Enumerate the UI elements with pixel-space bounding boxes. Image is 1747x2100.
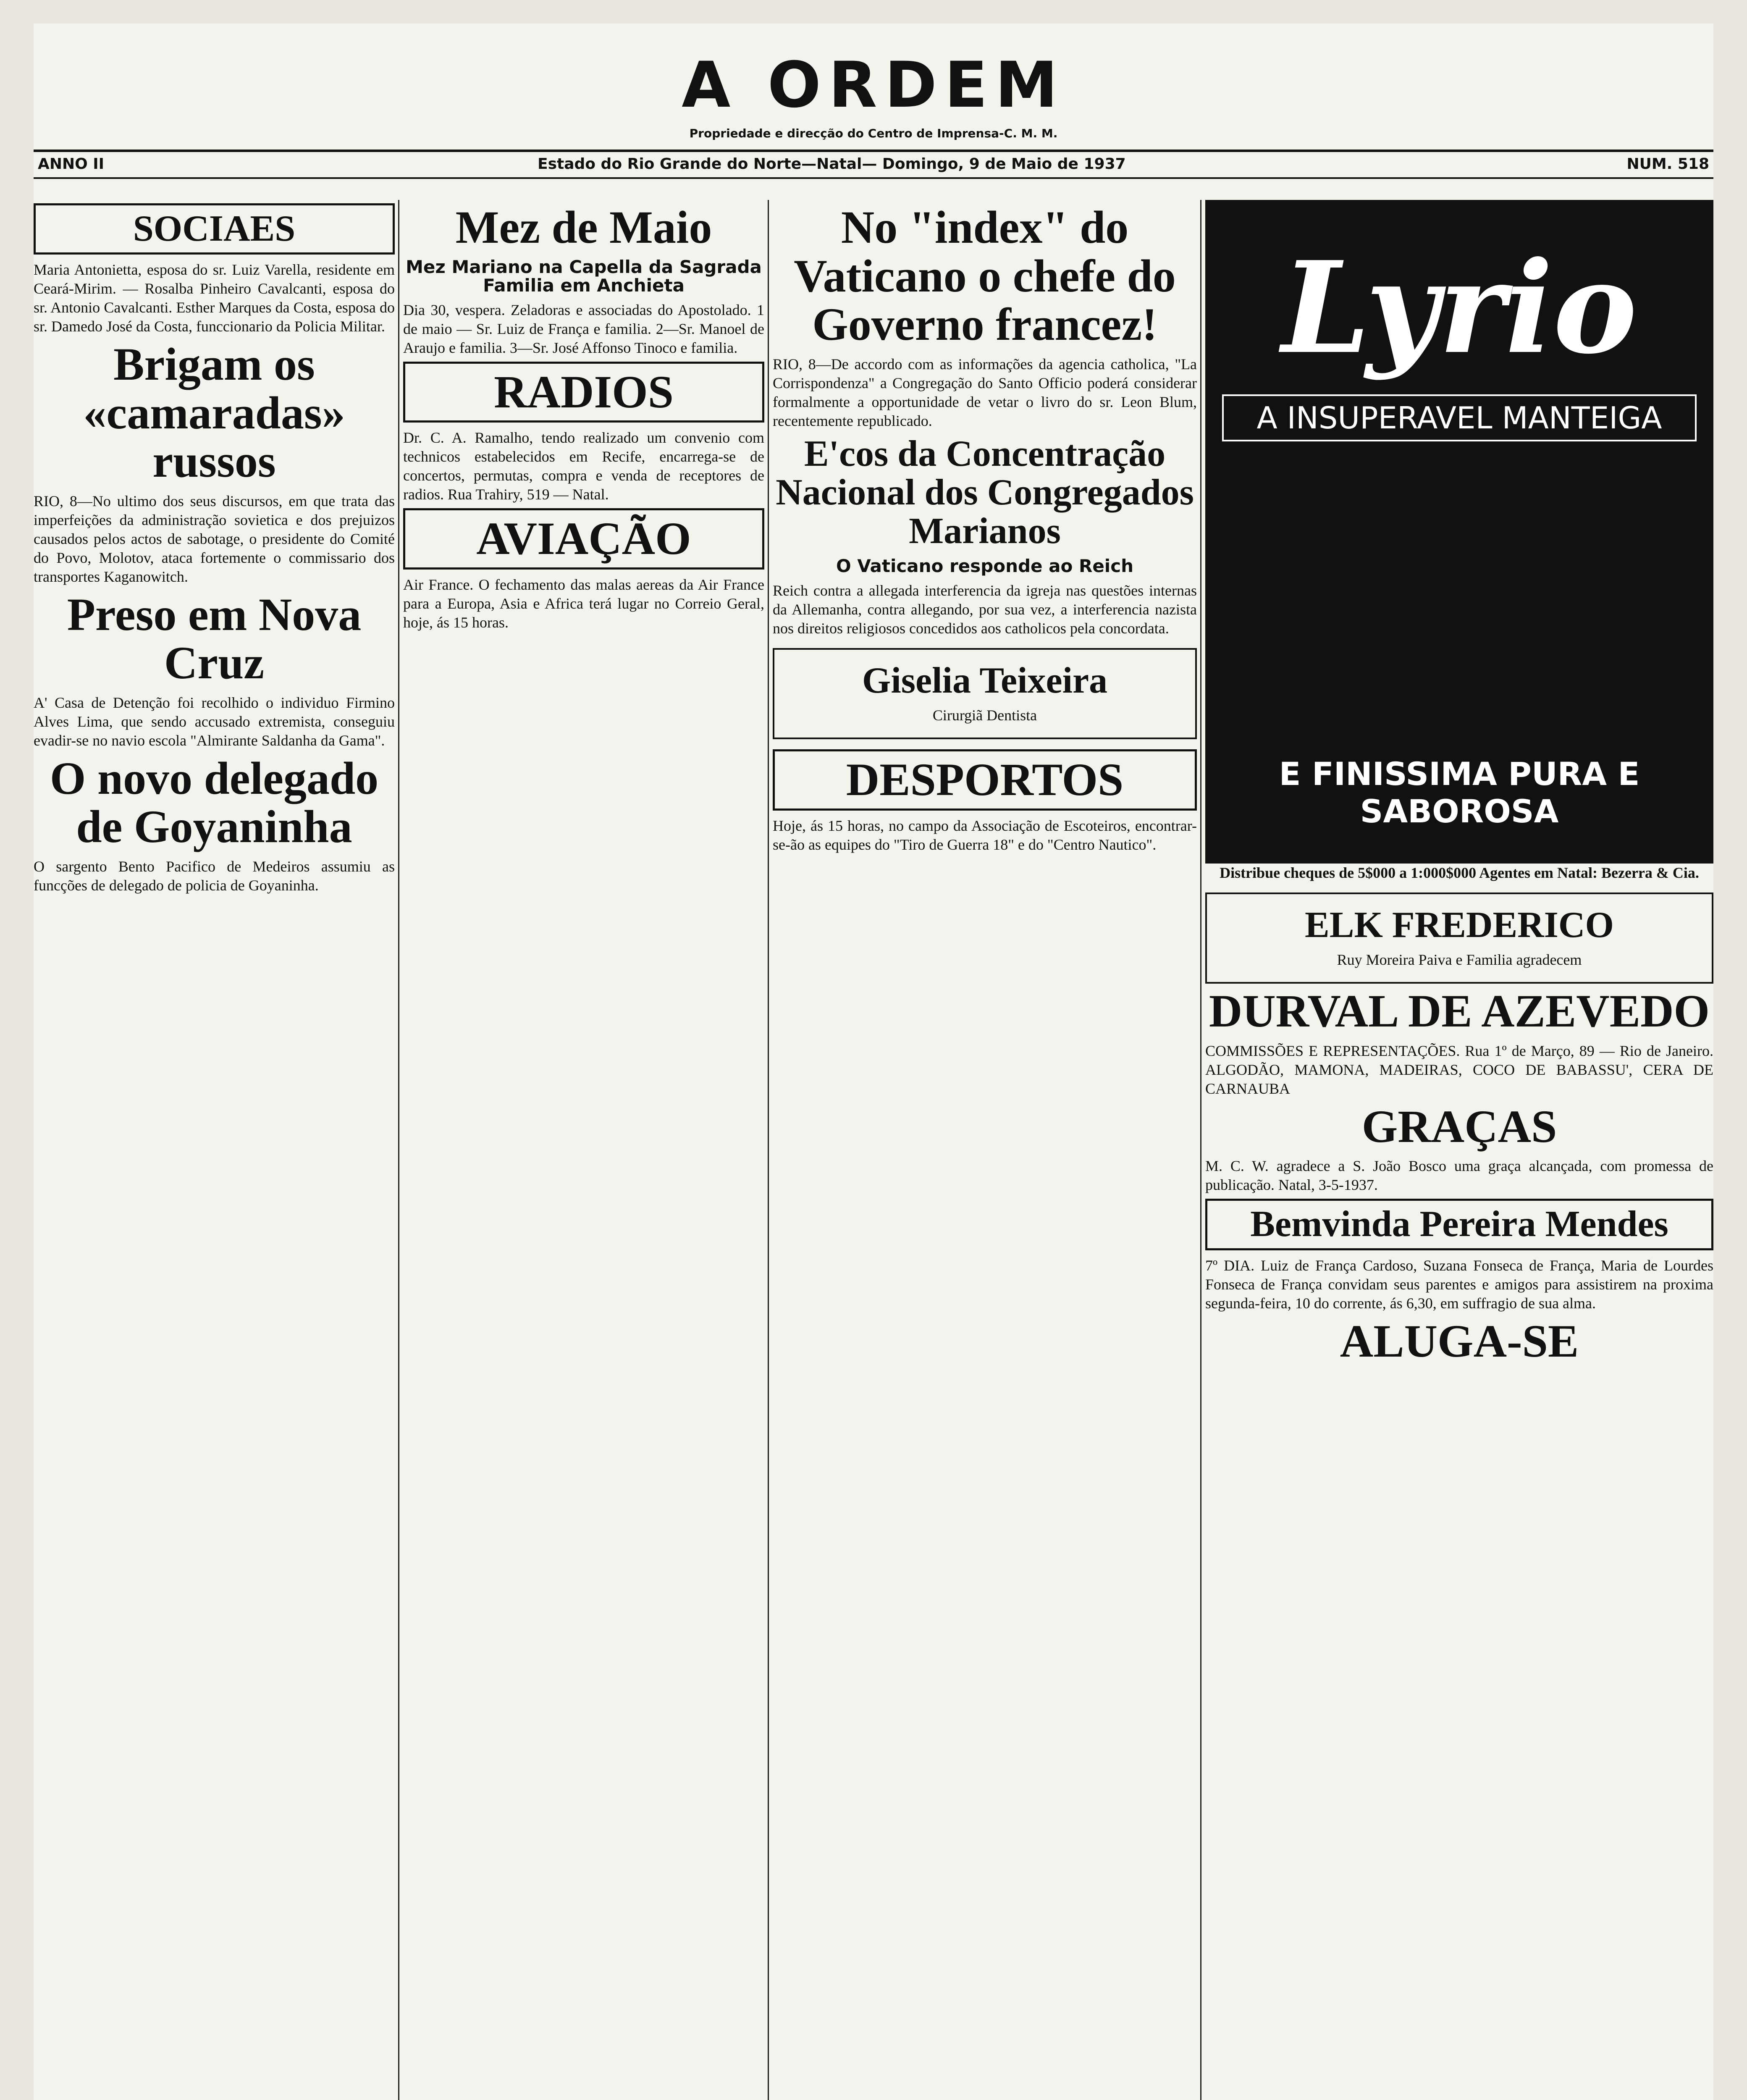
aluga-heading: ALUGA-SE [1340, 1315, 1579, 1367]
elk-ad [1205, 892, 1713, 984]
giselia-role: Cirurgiã Dentista [932, 707, 1037, 724]
sociaes-text: Maria Antonietta, esposa do sr. Luiz Varella, residente em Ceará-Mirim. — Rosalba Pinheiro Cavalcanti, esposa do sr. Antonio Cavalcanti. Esther Marques da Costa, esposa do sr. Damedo José da Costa, funccionario da Policia Militar. [34, 261, 395, 335]
masthead-subtitle: Propriedade e direcção do Centro de Imprensa-C. M. M. [689, 126, 1058, 140]
column-rule [398, 200, 399, 2100]
aviacao-heading: AVIAÇÃO [403, 508, 764, 570]
index-text: RIO, 8—De accordo com as informações da agencia catholica, "La Corrispondenza" a Congregação do Santo Officio poderá considerar formalmente a opportunidade de vetar o livro do sr. Leon Blum, recentemente republicado. [773, 355, 1197, 429]
vaticano-text: Reich contra a allegada interferencia da igreja nas questões internas da Allemanha, contra allegando, por sua vez, a interferencia nazista nos direitos religiosos concedidos aos catholicos pela concordata. [773, 582, 1197, 637]
radios-heading: RADIOS [403, 362, 764, 423]
ecos-heading: E'cos da Concentração Nacional dos Congregados Marianos [776, 433, 1194, 552]
column-3 [773, 200, 1197, 2100]
date: Estado do Rio Grande do Norte—Natal— Domingo, 9 de Maio de 1937 [538, 155, 1126, 173]
newspaper-title: A ORDEM [682, 49, 1065, 122]
issue-number: NUM. 518 [1626, 155, 1709, 173]
column-4 [1205, 200, 1713, 2100]
lyrio-brand: Lyrio [1281, 234, 1637, 382]
column-rule [1200, 200, 1201, 2100]
giselia-name: Giselia Teixeira [862, 660, 1108, 701]
durval-heading: DURVAL DE AZEVEDO [1209, 985, 1710, 1037]
bemvinda-text: 7º DIA. Luiz de França Cardoso, Suzana Fonseca de França, Maria de Lourdes Fonseca de França convidam seus parentes e amigos para assistirem na proxima segunda-feira, 10 do corrente, ás 6,30, em suffragio de sua alma. [1205, 1257, 1713, 1312]
preso-text: A' Casa de Detenção foi recolhido o individuo Firmino Alves Lima, que sendo accusado extremista, conseguiu evadir-se no navio escola "Almirante Saldanha da Gama". [34, 694, 395, 749]
durval-text: COMMISSÕES E REPRESENTAÇÕES. Rua 1º de Março, 89 — Rio de Janeiro. ALGODÃO, MAMONA, MADEIRAS, COCO DE BABASSU', CERA DE CARNAUBA [1205, 1042, 1713, 1097]
giselia-ad [773, 648, 1197, 739]
sociaes-heading: SOCIAES [34, 203, 395, 255]
dateline [34, 150, 1713, 179]
column-2 [403, 200, 764, 2100]
radios-text: Dr. C. A. Ramalho, tendo realizado um convenio com technicos estabelecidos em Recife, encarrega-se de concertos, permutas, compra e venda de receptores de radios. Rua Trahiry, 519 — Natal. [403, 429, 764, 503]
elk-text: Ruy Moreira Paiva e Familia agradecem [1337, 951, 1582, 969]
lyrio-slogan-2: E FINISSIMA PURA E SABOROSA [1279, 755, 1640, 830]
brigam-text: RIO, 8—No ultimo dos seus discursos, em que trata das imperfeições da administração sovietica e dos prejuizos causados pelos actos de sabotage, o presidente do Comité do Povo, Molotov, ataca fortemente o commissario dos transportes Kaganowitch. [34, 492, 395, 585]
newspaper-page [34, 24, 1713, 2100]
vaticano-heading: O Vaticano responde ao Reich [836, 555, 1133, 576]
bemvinda-heading: Bemvinda Pereira Mendes [1205, 1199, 1713, 1250]
masthead [34, 24, 1713, 187]
brigam-heading: Brigam os «camaradas» russos [83, 339, 345, 487]
elk-name: ELK FREDERICO [1305, 905, 1614, 945]
mez-maio-text: Dia 30, vespera. Zeladoras e associadas do Apostolado. 1 de maio — Sr. Luiz de França e familia. 2—Sr. Manoel de Araujo e familia. 3—Sr. José Affonso Tinoco e familia. [403, 301, 764, 356]
delegado-heading: O novo delegado de Goyaninha [50, 752, 379, 853]
gracas-heading: GRAÇAS [1361, 1100, 1557, 1152]
index-heading: No "index" do Vaticano o chefe do Governo francez! [794, 202, 1176, 350]
column-1 [34, 200, 395, 2100]
aviacao-text: Air France. O fechamento das malas aereas da Air France para a Europa, Asia e Africa terá lugar no Correio Geral, hoje, ás 15 horas. [403, 576, 764, 631]
year: ANNO II [38, 155, 105, 173]
lyrio-ad [1205, 200, 1713, 864]
preso-heading: Preso em Nova Cruz [67, 588, 362, 689]
lyrio-agents: Distribue cheques de 5$000 a 1:000$000 Agentes em Natal: Bezerra & Cia. [1220, 864, 1699, 881]
lyrio-slogan: A INSUPERAVEL MANTEIGA [1222, 394, 1697, 441]
desportos-heading: DESPORTOS [773, 749, 1197, 811]
gracas-text: M. C. W. agradece a S. João Bosco uma graça alcançada, com promessa de publicação. Natal, 3-5-1937. [1205, 1158, 1713, 1194]
mez-maio-heading: Mez de Maio [455, 202, 712, 253]
desportos-text: Hoje, ás 15 horas, no campo da Associação de Escoteiros, encontrar-se-ão as equipes do "Tiro de Guerra 18" e do "Centro Nautico". [773, 817, 1197, 853]
delegado-text: O sargento Bento Pacifico de Medeiros assumiu as funcções de delegado de policia de Goyaninha. [34, 858, 395, 894]
column-rule [768, 200, 769, 2100]
mez-maio-sub: Mez Mariano na Capella da Sagrada Familia em Anchieta [406, 256, 762, 296]
